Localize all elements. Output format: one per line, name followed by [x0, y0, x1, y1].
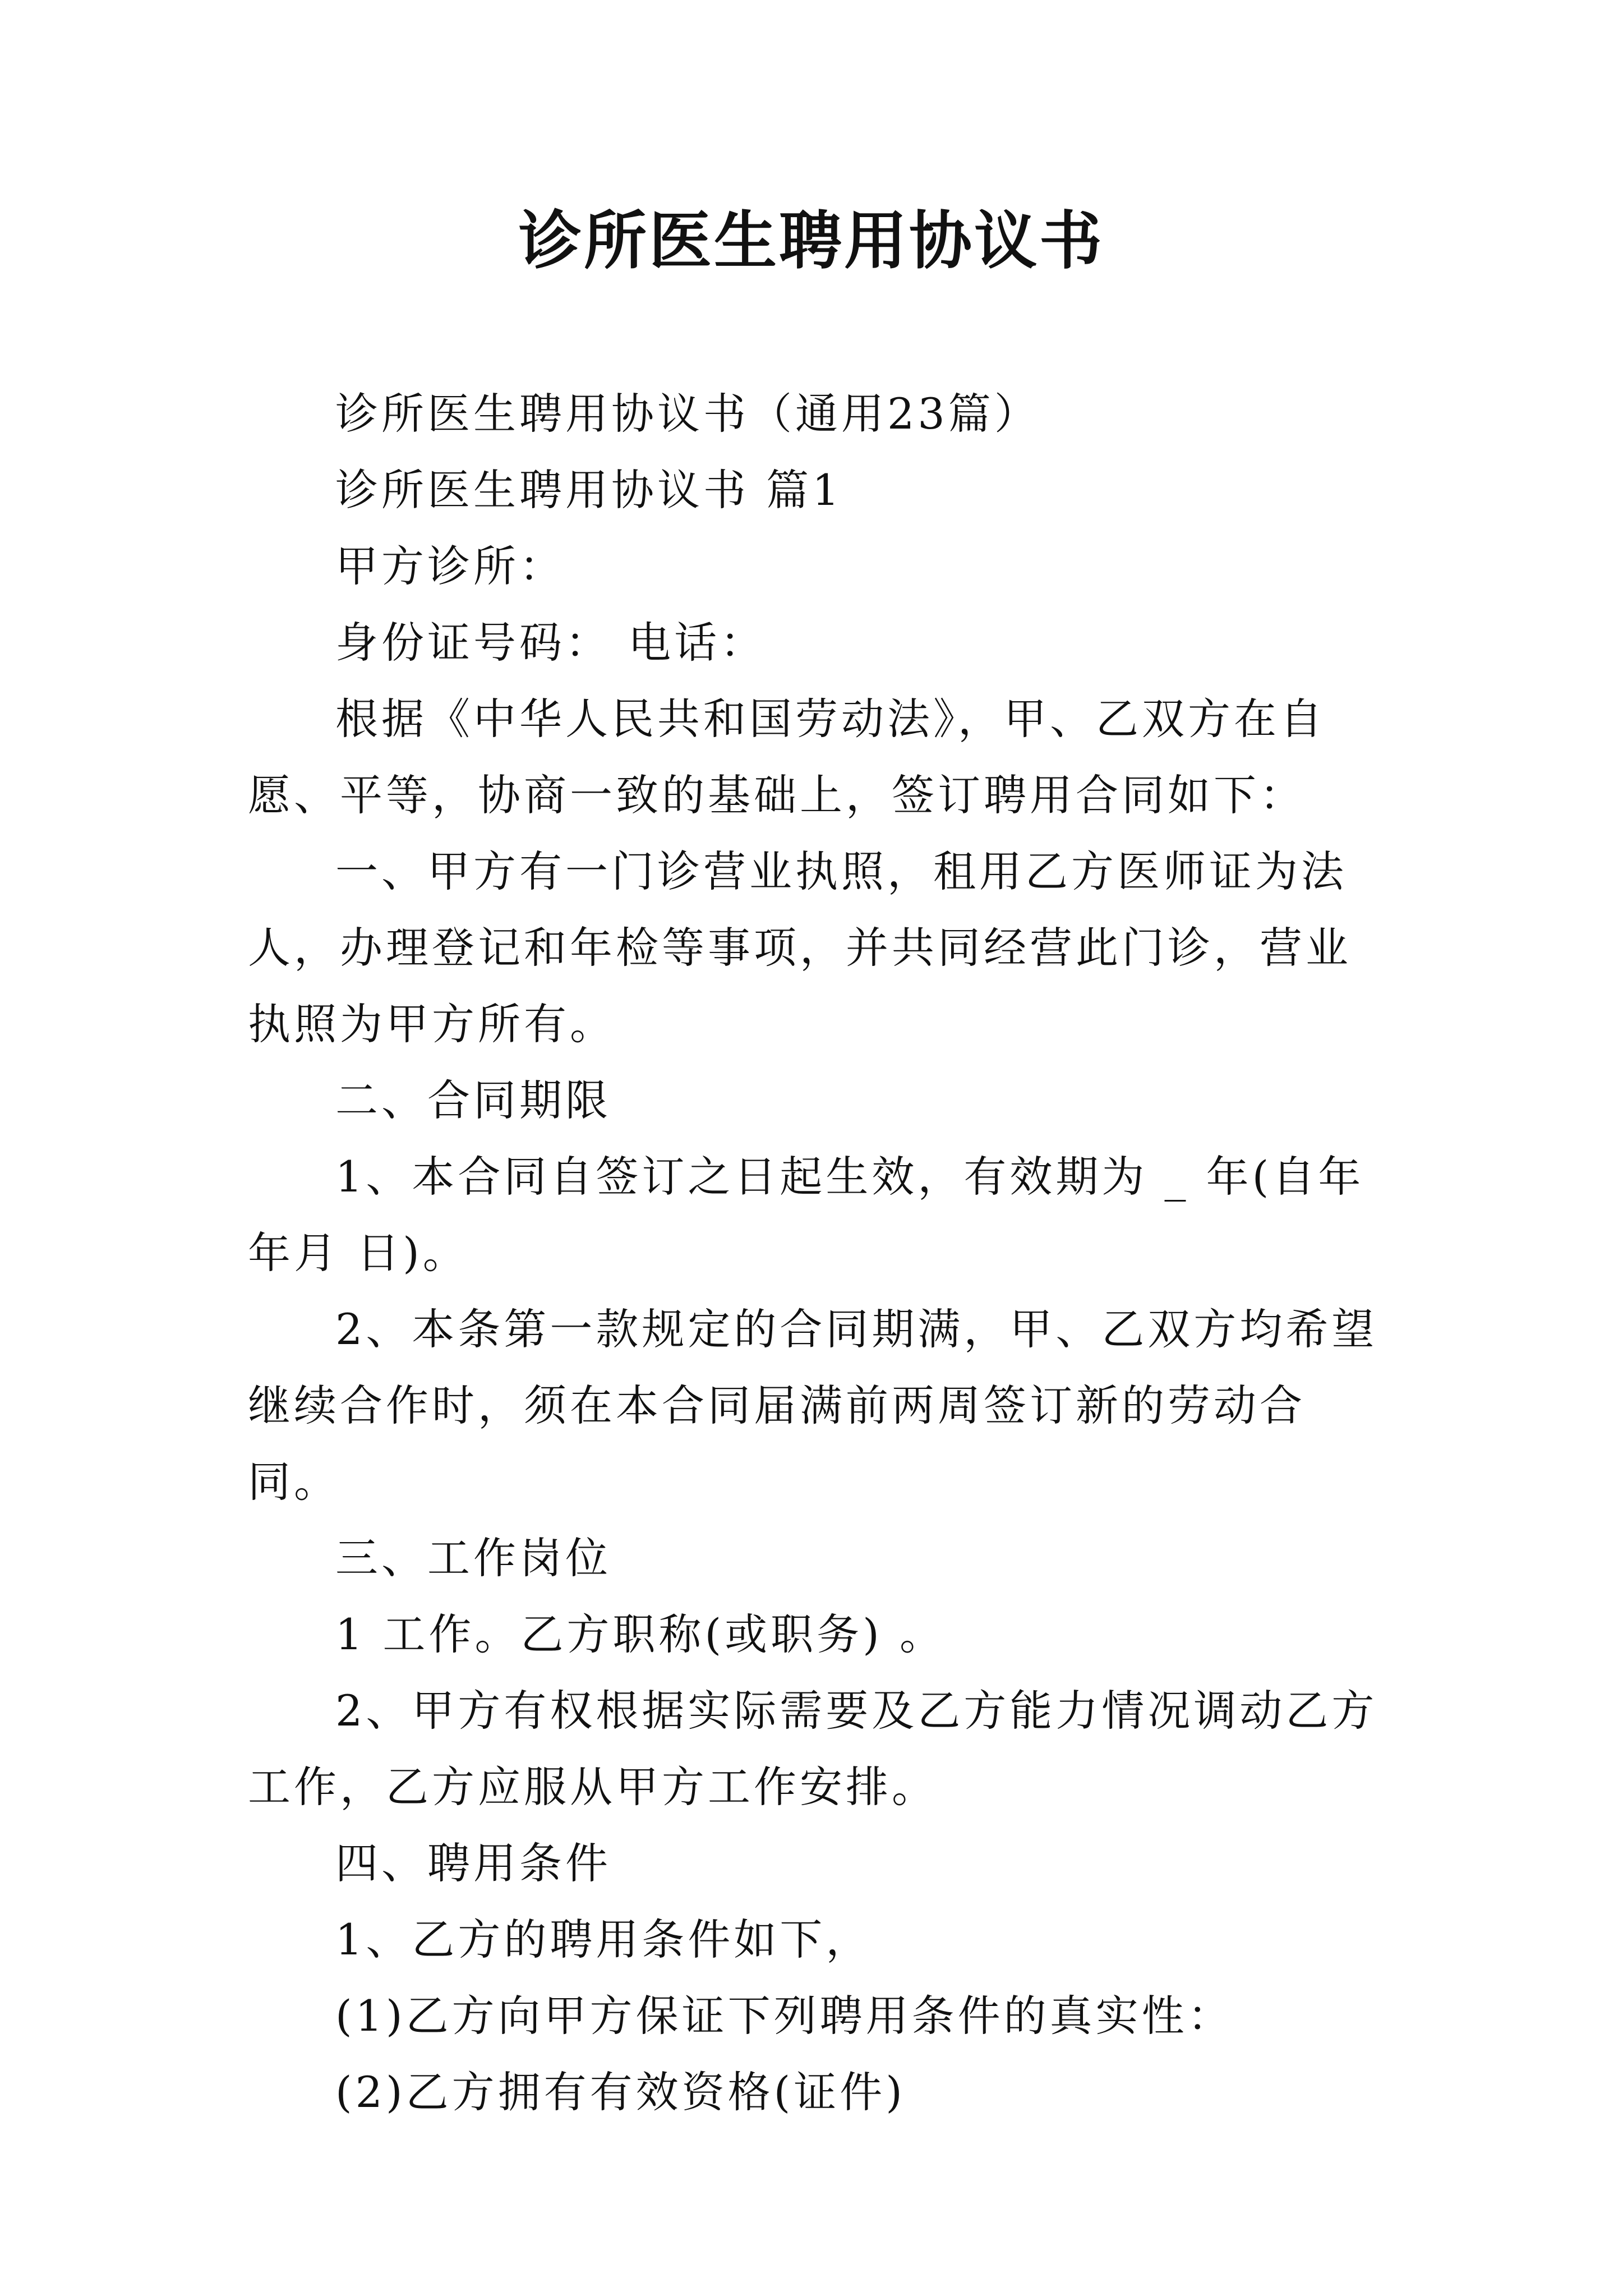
paragraph-conditions-1-2: (2)乙方拥有有效资格(证件)	[335, 2067, 906, 2117]
paragraph-heading-term: 二、合同期限	[335, 1075, 611, 1125]
paragraph-heading-position: 三、工作岗位	[335, 1533, 611, 1583]
paragraph-id-phone: 身份证号码： 电话：	[335, 618, 767, 668]
paragraph-clause-1: 一、甲方有一门诊营业执照，租用乙方医师证为法人，办理登记和年检等事项，并共同经营此门诊，营业执照为甲方所有。	[248, 846, 1352, 1049]
document-title: 诊所医生聘用协议书	[519, 204, 1104, 278]
paragraph-section-heading: 诊所医生聘用协议书 篇1	[335, 465, 843, 515]
paragraph-position-2: 2、甲方有权根据实际需要及乙方能力情况调动乙方工作，乙方应服从甲方工作安排。	[248, 1686, 1378, 1812]
paragraph-term-2: 2、本条第一款规定的合同期满，甲、乙双方均希望继续合作时，须在本合同届满前两周签订新的劳动合同。	[248, 1304, 1378, 1507]
paragraph-heading-conditions: 四、聘用条件	[335, 1838, 611, 1888]
paragraph-conditions-1-1: (1)乙方向甲方保证下列聘用条件的真实性：	[335, 1991, 1234, 2041]
paragraph-preamble: 根据《中华人民共和国劳动法》，甲、乙双方在自愿、平等，协商一致的基础上，签订聘用合同如下：	[248, 694, 1326, 820]
paragraph-conditions-1: 1、乙方的聘用条件如下，	[335, 1915, 872, 1964]
document-body	[248, 376, 1381, 2131]
paragraph-term-1: 1、本合同自签订之日起生效，有效期为 _ 年(自年年月 日)。	[248, 1152, 1364, 1278]
paragraph-party-a: 甲方诊所：	[335, 541, 565, 591]
paragraph-subtitle: 诊所医生聘用协议书（通用23篇）	[335, 389, 1040, 439]
paragraph-position-1: 1 工作。乙方职称(或职务) 。	[335, 1609, 946, 1659]
